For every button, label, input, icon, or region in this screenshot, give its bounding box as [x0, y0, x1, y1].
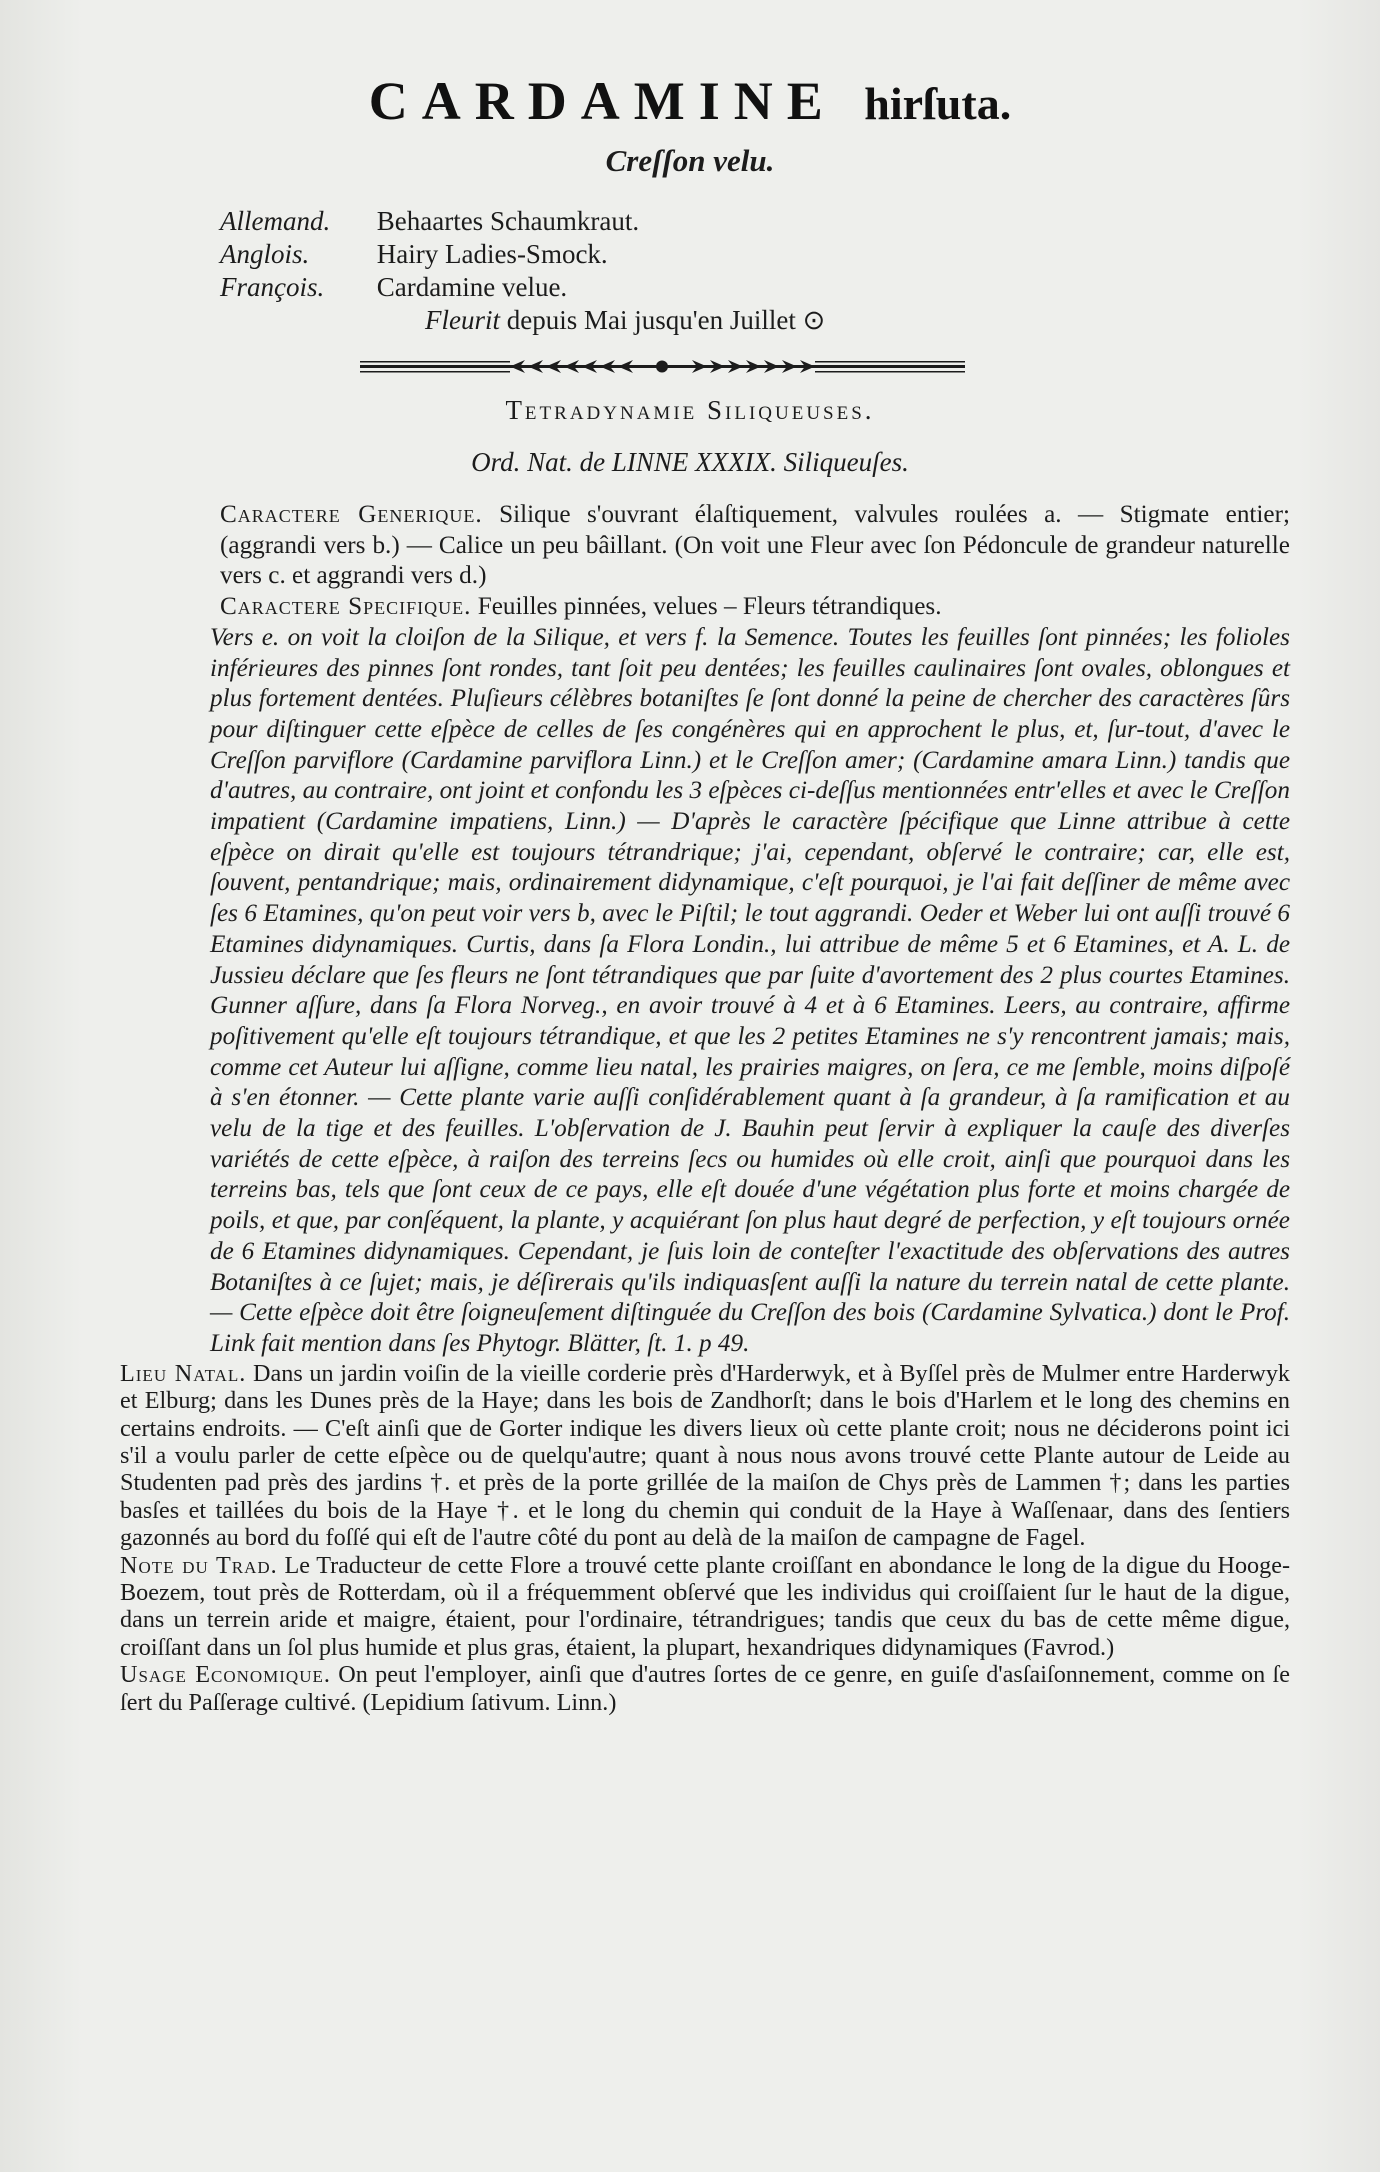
generic-character	[120, 500, 1290, 592]
vernacular-name: Behaartes Schaumkraut.	[376, 206, 640, 236]
native-habitat-text: Dans un jardin voiſin de la vieille corderie près d'Harderwyk, et à Byſſel près de Mulmer entre Harderwyk et Elburg; dans les Dunes près de la Haye; dans les bois de Zandhorſt; dans le bois d'Harlem et le long des chemins en certains endroits. — C'eſt ainſi que de Gorter indique les divers lieux où cette plante croit; nous ne déciderons point ici s'il a voulu parler de cette eſpèce ou de quelqu'autre; quant à nous nous avons trouvé cette Plante autour de Leide au Studenten pad près des jardins †. et près de la porte grillée de la maiſon de Chys près de Lammen †; dans les parties basſes et taillées du bois de la Haye †. et le long du chemin qui conduit de la Haye à Waſſenaar, dans des ſentiers gazonnés au bord du foſſé qui eſt de l'autre côté du pont au delà de la maiſon de campagne de Fagel.	[120, 1359, 1291, 1552]
translator-note-label: Note du Trad.	[120, 1551, 278, 1579]
language-label: Allemand.	[220, 206, 331, 236]
common-name: Creſſon velu.	[605, 143, 775, 178]
vernacular-row	[220, 205, 1000, 238]
annual-symbol-icon: ⊙	[802, 305, 826, 335]
specific-notes: Vers e. on voit la cloiſon de la Silique, et vers f. la Semence. Toutes les feuilles ſont pinnées; les folioles inférieures des pinnes ſont rondes, tant ſoit peu dentées; les feuilles caulinaires ſont ovales, oblongues et plus fortement dentées. Pluſieurs célèbres botaniſtes ſe ſont donné la peine de chercher des caractères ſûrs pour diſtinguer cette eſpèce de celles de ſes congénères qui en approchent le plus, et, ſur-tout, d'avec le Creſſon parviflore (Cardamine parviflora Linn.) et le Creſſon amer; (Cardamine amara Linn.) tandis que d'autres, au contraire, ont joint et confondu les 3 eſpèces ci-deſſus mentionnées entr'elles et avec le Creſſon impatient (Cardamine impatiens, Linn.) — D'après le caractère ſpécifique que Linne attribue à cette eſpèce on dirait qu'elle est toujours tétrandrique; j'ai, cependant, obſervé le contraire; car, elle est, ſouvent, pentandrique; mais, ordinairement didynamique, c'eſt pourquoi, je l'ai fait deſſiner de même avec ſes 6 Etamines, qu'on peut voir vers b, avec le Piſtil; le tout aggrandi. Oeder et Weber lui ont auſſi trouvé 6 Etamines didynamiques. Curtis, dans ſa Flora Londin., lui attribue de même 5 et 6 Etamines, et A. L. de Jussieu déclare que ſes fleurs ne ſont tétrandiques que par ſuite d'avortement des 2 plus courtes Etamines. Gunner aſſure, dans ſa Flora Norveg., en avoir trouvé à 4 et à 6 Etamines. Leers, au contraire, affirme poſitivement qu'elle eſt toujours tétrandique, et que les 2 petites Etamines ne s'y rencontrent jamais; mais, comme cet Auteur lui aſſigne, comme lieu natal, les prairies maigres, on ſera, ce me ſemble, moins diſpoſé à s'en étonner. — Cette plante varie auſſi conſidérablement quant à ſa grandeur, à ſa ramification et au velu de la tige et des feuilles. L'obſervation de J. Bauhin peut ſervir à expliquer la cauſe des diverſes variétés de cette eſpèce, à raiſon des terreins ſecs ou humides où elle croit, ainſi que pourquoi dans les terreins bas, tels que ſont ceux de ce pays, elle eſt douée d'une végétation plus forte et moins chargée de poils, et que, par conſéquent, la plante, y acquiérant ſon plus haut degré de perfection, y eſt toujours ornée de 6 Etamines didynamiques. Cependant, je ſuis loin de conteſter l'exactitude des obſervations des autres Botaniſtes à ce ſujet; mais, je déſirerais qu'ils indiquasſent auſſi la nature du terrein natal de cette plante. — Cette eſpèce doit être ſoigneuſement diſtinguée du Creſſon des bois (Cardamine Sylvatica.) dont le Prof. Link fait mention dans ſes Phytogr. Blätter, ſt. 1. p 49.	[210, 623, 1290, 1357]
ornamental-rule	[360, 358, 965, 376]
flowering-row	[220, 304, 1000, 337]
vernacular-name: Cardamine velue.	[376, 272, 568, 302]
vernacular-row	[220, 238, 1000, 271]
specific-character-text: Feuilles pinnées, velues – Fleurs tétrandiques.	[477, 593, 942, 621]
page-title	[0, 70, 1380, 132]
vernacular-names	[220, 205, 1000, 337]
translator-note	[120, 1552, 1290, 1662]
translator-note-text: Le Traducteur de cette Flore a trouvé cette plante croiſſant en abondance le long de la digue du Hooge-Boezem, tout près de Rotterdam, où il a fréquemment obſervé que les individus qui croiſſaient ſur le haut de la digue, dans un terrein aride et maigre, étaient, pour l'ordinaire, tétrandrigues; tandis que ceux du bas de cette même digue, croiſſant dans un ſol plus humide et plus gras, étaient, la plupart, hexandriques didynamiques (Favrod.)	[120, 1551, 1291, 1661]
vernacular-name: Hairy Ladies-Smock.	[376, 239, 608, 269]
generic-character-text: Silique s'ouvrant élaſtiquement, valvules roulées a. — Stigmate entier; (aggrandi vers b.) — Calice un peu bâillant. (On voit une Fleur avec ſon Pédoncule de grandeur naturelle vers c. et aggrandi vers d.)	[220, 501, 1290, 590]
description-body	[120, 500, 1290, 1716]
economic-use-text: On peut l'employer, ainſi que d'autres ſortes de ce genre, en guiſe d'asſaiſonnement, comme on ſe ſert du Paſſerage cultivé. (Lepidium ſativum. Linn.)	[120, 1661, 1290, 1716]
flowering-period: depuis Mai jusqu'en Juillet	[506, 305, 796, 335]
specific-character	[120, 592, 1290, 623]
species-name: hirſuta.	[864, 78, 1012, 129]
linnaean-class: Tetradynamie Siliqueuses.	[505, 395, 875, 425]
economic-use-label: Usage Economique.	[120, 1661, 331, 1689]
generic-character-label: Caractere Generique.	[220, 501, 483, 528]
natural-order: Ord. Nat. de LINNE XXXIX. Siliqueuſes.	[471, 447, 909, 477]
genus-name: CARDAMINE	[368, 71, 837, 131]
language-label: Anglois.	[220, 239, 310, 269]
native-habitat-label: Lieu Natal.	[120, 1359, 247, 1387]
flowering-label: Fleurit	[425, 305, 500, 335]
specific-character-label: Caractere Specifique.	[220, 593, 472, 621]
language-label: François.	[220, 272, 325, 302]
native-habitat	[120, 1360, 1290, 1552]
economic-use	[120, 1661, 1290, 1716]
vernacular-row	[220, 271, 1000, 304]
